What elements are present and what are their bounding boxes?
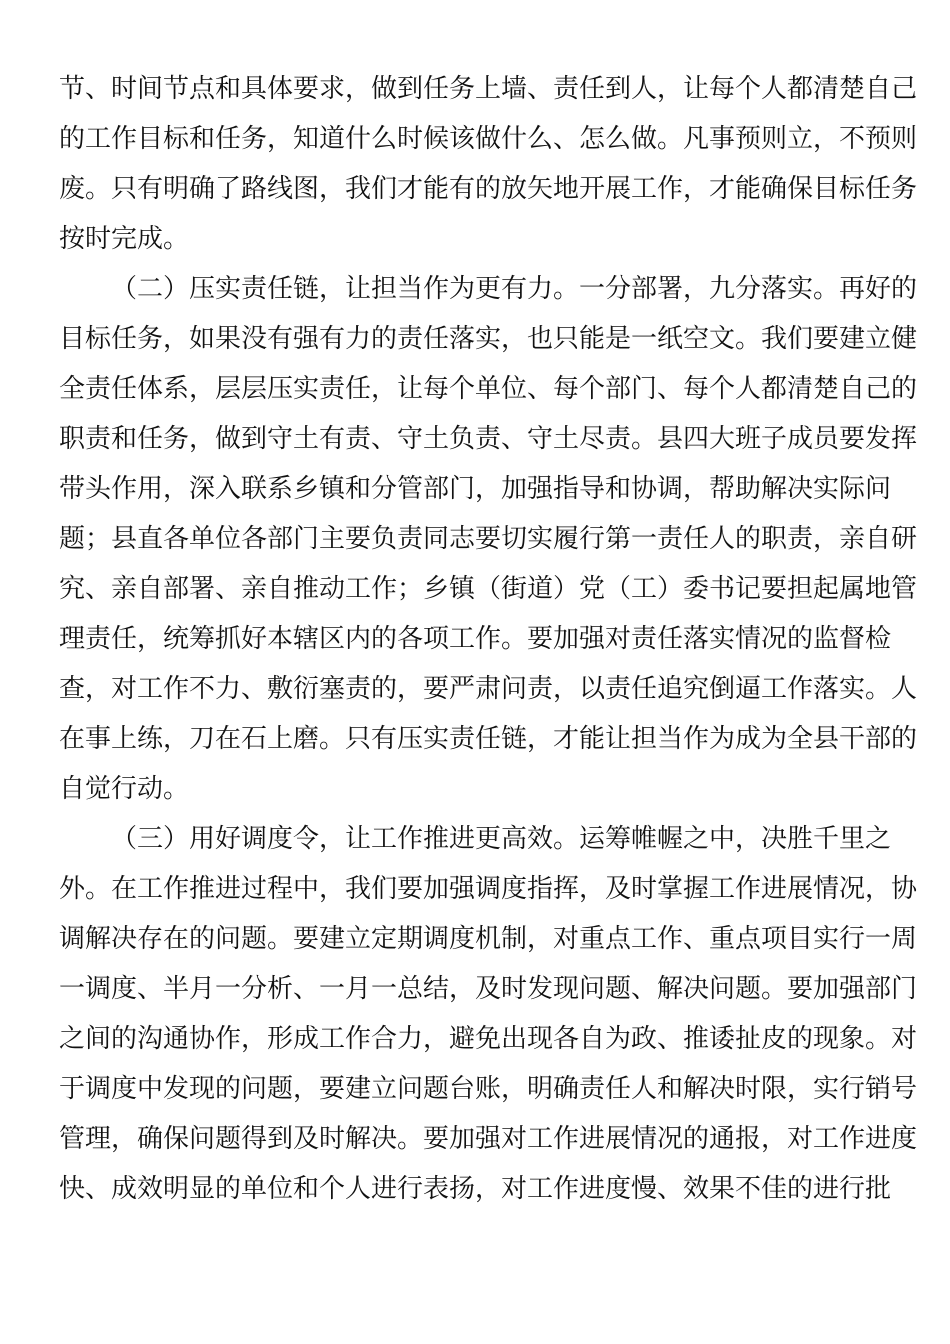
text-line: 于调度中发现的问题，要建立问题台账，明确责任人和解决时限，实行销号	[59, 1074, 918, 1104]
text-line: 在事上练，刀在石上磨。只有压实责任链，才能让担当作为成为全县干部的	[59, 724, 918, 754]
text-line: 外。在工作推进过程中，我们要加强调度指挥，及时掌握工作进展情况，协	[59, 874, 918, 904]
text-line: 管理，确保问题得到及时解决。要加强对工作进展情况的通报，对工作进度	[59, 1124, 918, 1154]
text-line: 究、亲自部署、亲自推动工作；乡镇（街道）党（工）委书记要担起属地管	[59, 574, 918, 604]
text-line: 全责任体系，层层压实责任，让每个单位、每个部门、每个人都清楚自己的	[59, 374, 918, 404]
text-line: 快、成效明显的单位和个人进行表扬，对工作进度慢、效果不佳的进行批	[59, 1174, 892, 1204]
text-line: 目标任务，如果没有强有力的责任落实，也只能是一纸空文。我们要建立健	[59, 324, 918, 354]
text-line: 一调度、半月一分析、一月一总结，及时发现问题、解决问题。要加强部门	[59, 974, 918, 1004]
paragraph-heading-2: （二）压实责任链，让担当作为更有力。一分部署，九分落实。再好的	[111, 274, 918, 304]
text-line: 之间的沟通协作，形成工作合力，避免出现各自为政、推诿扯皮的现象。对	[59, 1024, 918, 1054]
text-line: 职责和任务，做到守土有责、守土负责、守土尽责。县四大班子成员要发挥	[59, 424, 918, 454]
text-line: 带头作用，深入联系乡镇和分管部门，加强指导和协调，帮助解决实际问	[59, 474, 892, 504]
text-line: 自觉行动。	[59, 774, 190, 804]
text-line: 节、时间节点和具体要求，做到任务上墙、责任到人，让每个人都清楚自己	[59, 74, 918, 104]
body-text	[59, 64, 918, 1214]
paragraph-heading-3: （三）用好调度令，让工作推进更高效。运筹帷幄之中，决胜千里之	[111, 824, 892, 854]
text-line: 题；县直各单位各部门主要负责同志要切实履行第一责任人的职责，亲自研	[59, 524, 918, 554]
text-line: 理责任，统筹抓好本辖区内的各项工作。要加强对责任落实情况的监督检	[59, 624, 892, 654]
text-line: 按时完成。	[59, 224, 190, 254]
text-line: 废。只有明确了路线图，我们才能有的放矢地开展工作，才能确保目标任务	[59, 174, 918, 204]
text-line: 查，对工作不力、敷衍塞责的，要严肃问责，以责任追究倒逼工作落实。人	[59, 674, 918, 704]
text-line: 的工作目标和任务，知道什么时候该做什么、怎么做。凡事预则立，不预则	[59, 124, 918, 154]
text-line: 调解决存在的问题。要建立定期调度机制，对重点工作、重点项目实行一周	[59, 924, 918, 954]
